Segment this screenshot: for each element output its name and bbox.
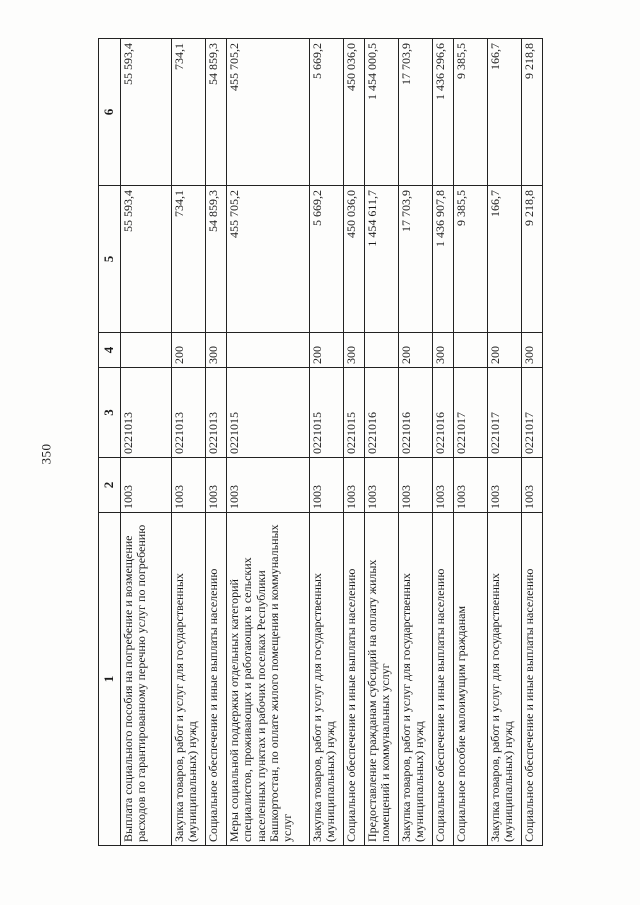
cell-amount-6: 1 436 296,6 xyxy=(433,39,454,186)
cell-amount-5: 166,7 xyxy=(487,186,521,333)
cell-section: 1003 xyxy=(121,458,172,513)
cell-amount-5: 734,1 xyxy=(171,186,205,333)
table-row xyxy=(433,39,454,846)
cell-amount-6: 9 385,5 xyxy=(453,39,487,186)
cell-amount-5: 5 669,2 xyxy=(309,186,343,333)
table-row xyxy=(206,39,227,846)
cell-section: 1003 xyxy=(487,458,521,513)
table-row xyxy=(364,39,398,846)
budget-table xyxy=(98,38,543,846)
cell-amount-5: 9 385,5 xyxy=(453,186,487,333)
cell-expense-type: 300 xyxy=(433,333,454,368)
cell-target-article: 0221016 xyxy=(433,368,454,458)
cell-expense-type: 200 xyxy=(171,333,205,368)
cell-amount-6: 55 593,4 xyxy=(121,39,172,186)
cell-amount-5: 455 705,2 xyxy=(226,186,309,333)
header-col-4: 4 xyxy=(99,333,121,368)
cell-amount-5: 55 593,4 xyxy=(121,186,172,333)
cell-target-article: 0221013 xyxy=(121,368,172,458)
cell-target-article: 0221017 xyxy=(453,368,487,458)
cell-amount-6: 9 218,8 xyxy=(522,39,543,186)
cell-target-article: 0221015 xyxy=(343,368,364,458)
table-row xyxy=(226,39,309,846)
cell-amount-6: 455 705,2 xyxy=(226,39,309,186)
cell-description: Предоставление гражданам субсидий на оплату жилых помещений и коммунальных услуг xyxy=(364,513,398,846)
cell-target-article: 0221017 xyxy=(487,368,521,458)
cell-expense-type: 300 xyxy=(206,333,227,368)
cell-amount-5: 54 859,3 xyxy=(206,186,227,333)
cell-description: Закупка товаров, работ и услуг для государственных (муниципальных) нужд xyxy=(487,513,521,846)
cell-expense-type: 200 xyxy=(309,333,343,368)
cell-section: 1003 xyxy=(206,458,227,513)
header-col-5: 5 xyxy=(99,186,121,333)
cell-description: Социальное обеспечение и иные выплаты населению xyxy=(343,513,364,846)
cell-expense-type: 200 xyxy=(398,333,432,368)
table-row xyxy=(398,39,432,846)
cell-amount-6: 1 454 000,5 xyxy=(364,39,398,186)
cell-section: 1003 xyxy=(398,458,432,513)
table-row xyxy=(487,39,521,846)
cell-amount-6: 5 669,2 xyxy=(309,39,343,186)
cell-section: 1003 xyxy=(171,458,205,513)
cell-description: Закупка товаров, работ и услуг для государственных (муниципальных) нужд xyxy=(171,513,205,846)
cell-section: 1003 xyxy=(364,458,398,513)
cell-description: Социальное обеспечение и иные выплаты населению xyxy=(206,513,227,846)
table-row xyxy=(343,39,364,846)
cell-amount-5: 1 436 907,8 xyxy=(433,186,454,333)
cell-target-article: 0221013 xyxy=(171,368,205,458)
cell-amount-6: 17 703,9 xyxy=(398,39,432,186)
header-col-3: 3 xyxy=(99,368,121,458)
cell-target-article: 0221016 xyxy=(398,368,432,458)
table-row xyxy=(171,39,205,846)
cell-section: 1003 xyxy=(309,458,343,513)
cell-amount-5: 9 218,8 xyxy=(522,186,543,333)
table-row xyxy=(309,39,343,846)
cell-section: 1003 xyxy=(226,458,309,513)
header-col-1: 1 xyxy=(99,513,121,846)
page-number: 350 xyxy=(38,443,54,465)
cell-amount-6: 734,1 xyxy=(171,39,205,186)
cell-target-article: 0221015 xyxy=(226,368,309,458)
cell-amount-6: 450 036,0 xyxy=(343,39,364,186)
cell-amount-5: 450 036,0 xyxy=(343,186,364,333)
table-row xyxy=(453,39,487,846)
cell-description: Закупка товаров, работ и услуг для государственных (муниципальных) нужд xyxy=(398,513,432,846)
cell-expense-type xyxy=(453,333,487,368)
cell-target-article: 0221017 xyxy=(522,368,543,458)
cell-target-article: 0221016 xyxy=(364,368,398,458)
cell-expense-type xyxy=(226,333,309,368)
cell-description: Социальное пособие малоимущим гражданам xyxy=(453,513,487,846)
cell-expense-type xyxy=(364,333,398,368)
cell-section: 1003 xyxy=(453,458,487,513)
cell-description: Социальное обеспечение и иные выплаты населению xyxy=(522,513,543,846)
budget-table-container xyxy=(98,43,543,846)
table-row xyxy=(522,39,543,846)
cell-description: Социальное обеспечение и иные выплаты населению xyxy=(433,513,454,846)
header-col-6: 6 xyxy=(99,39,121,186)
cell-section: 1003 xyxy=(433,458,454,513)
cell-expense-type: 200 xyxy=(487,333,521,368)
cell-description: Закупка товаров, работ и услуг для государственных (муниципальных) нужд xyxy=(309,513,343,846)
cell-description: Меры социальной поддержки отдельных категорий специалистов, проживающих и работающих в сельских населенных пунктах и рабочих поселках Республики Башкортостан, по оплате жилого помещения и коммунальных услуг xyxy=(226,513,309,846)
cell-amount-6: 54 859,3 xyxy=(206,39,227,186)
cell-section: 1003 xyxy=(522,458,543,513)
cell-section: 1003 xyxy=(343,458,364,513)
cell-expense-type xyxy=(121,333,172,368)
cell-amount-5: 1 454 611,7 xyxy=(364,186,398,333)
table-body xyxy=(121,39,543,846)
table-row xyxy=(121,39,172,846)
table-header-row xyxy=(99,39,121,846)
cell-amount-5: 17 703,9 xyxy=(398,186,432,333)
cell-target-article: 0221015 xyxy=(309,368,343,458)
header-col-2: 2 xyxy=(99,458,121,513)
cell-expense-type: 300 xyxy=(522,333,543,368)
cell-amount-6: 166,7 xyxy=(487,39,521,186)
cell-expense-type: 300 xyxy=(343,333,364,368)
cell-description: Выплата социального пособия на погребение и возмещение расходов по гарантированному перечню услуг по погребению xyxy=(121,513,172,846)
cell-target-article: 0221013 xyxy=(206,368,227,458)
rotated-table-frame xyxy=(98,43,543,846)
